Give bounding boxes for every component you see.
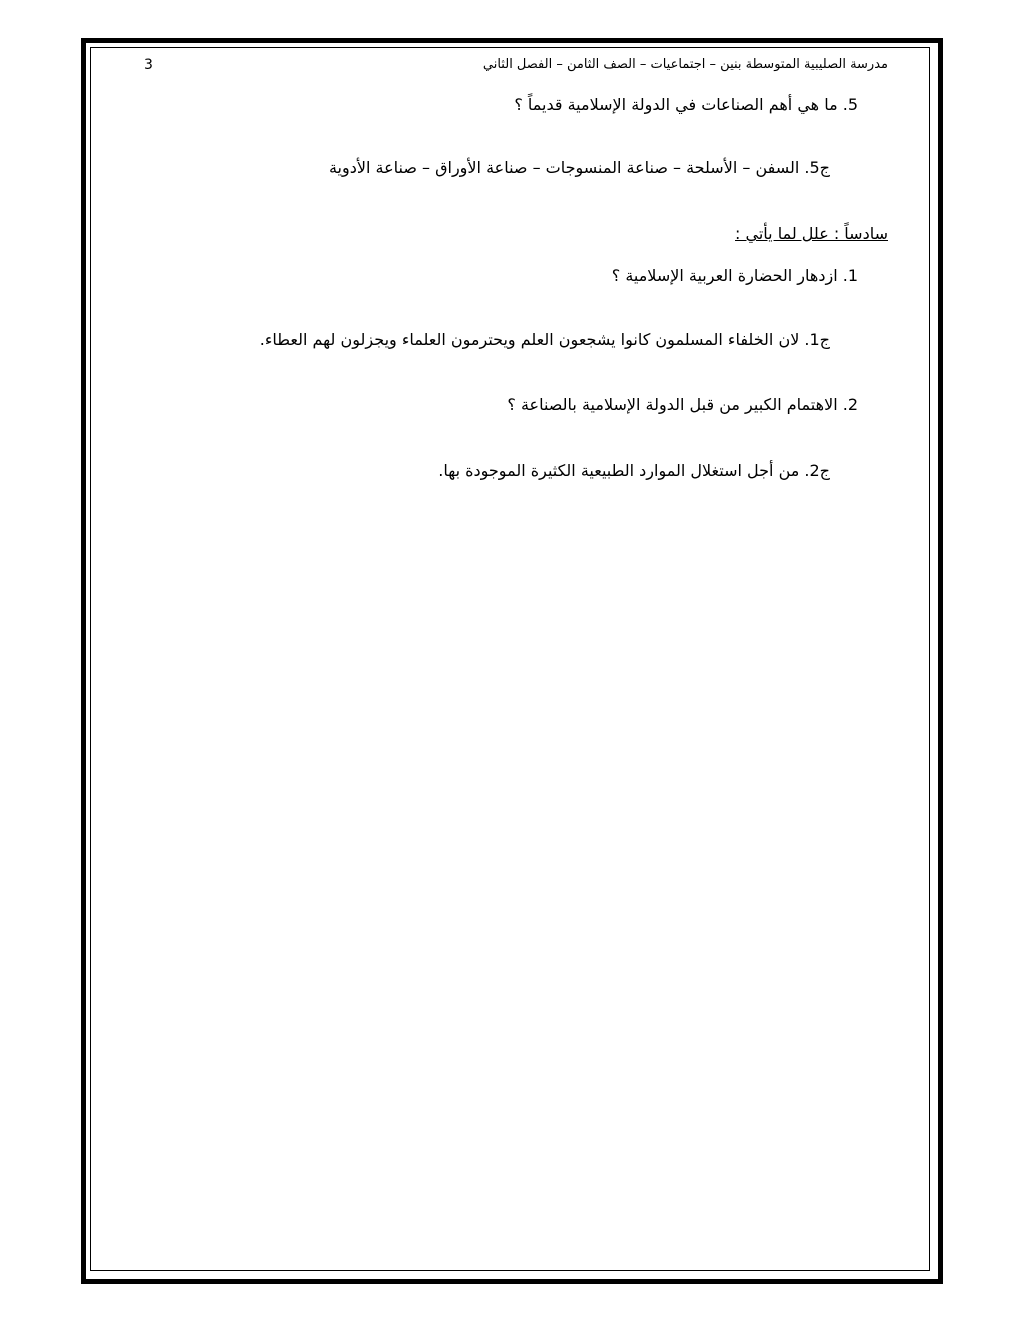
page-header: مدرسة الصليبية المتوسطة بنين – اجتماعيات – الصف الثامن – الفصل الثاني — [482, 57, 888, 72]
question-2: 2. الاهتمام الكبير من قبل الدولة الإسلامية بالصناعة ؟ — [507, 395, 858, 414]
answer-1: ج1. لان الخلفاء المسلمون كانوا يشجعون العلم ويحترمون العلماء ويجزلون لهم العطاء. — [259, 330, 830, 349]
answer-5: ج5. السفن – الأسلحة – صناعة المنسوجات – صناعة الأوراق – صناعة الأدوية — [328, 158, 830, 177]
answer-2: ج2. من أجل استغلال الموارد الطبيعية الكثيرة الموجودة بها. — [438, 461, 830, 480]
question-1: 1. ازدهار الحضارة العربية الإسلامية ؟ — [611, 266, 858, 285]
page-number: 3 — [144, 57, 153, 73]
question-5: 5. ما هي أهم الصناعات في الدولة الإسلامية قديماً ؟ — [514, 95, 858, 114]
section-6-title: سادساً : علل لما يأتي : — [735, 224, 888, 243]
